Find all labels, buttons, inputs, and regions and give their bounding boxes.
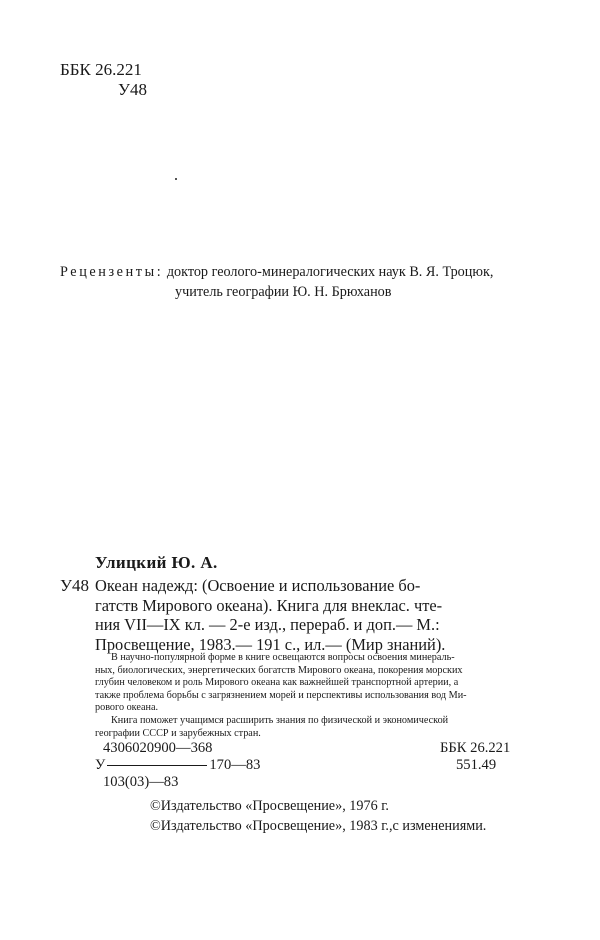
reviewer-1: доктор геолого-минералогических наук В. Я. Троцюк, bbox=[166, 264, 494, 280]
index-line-1: 4306020900—368 bbox=[103, 740, 213, 756]
annotation-line: В научно-популярной форме в книге освещаются вопросы освоения минераль- bbox=[111, 652, 455, 663]
author-name: Улицкий Ю. А. bbox=[95, 553, 218, 572]
description-line: гатств Мирового океана). Книга для внеклас. чте- bbox=[95, 595, 443, 615]
bbk-catalog-code-1: ББК 26.221 bbox=[440, 740, 511, 756]
copyright-line-2: ©Издательство «Просвещение», 1983 г.,с изменениями. bbox=[150, 818, 487, 834]
description-line: Просвещение, 1983.— 191 с., ил.— (Мир знаний). bbox=[95, 634, 446, 654]
index-letter: У bbox=[95, 757, 106, 773]
reviewers-line-1 bbox=[60, 262, 493, 282]
index-line-2 bbox=[95, 757, 260, 774]
bbk-header bbox=[60, 60, 147, 100]
annotation-line: ных, биологических, энергетических богатств Мирового океана, покорения морских bbox=[95, 664, 463, 676]
copyright-block bbox=[150, 796, 486, 836]
copyright-line-1: ©Издательство «Просвещение», 1976 г. bbox=[150, 798, 389, 814]
annotation-line: рового океана. bbox=[95, 702, 159, 714]
reviewers-label: Рецензенты: bbox=[60, 264, 164, 280]
index-fraction-rule bbox=[107, 765, 207, 766]
udk-code: У48 bbox=[118, 80, 148, 99]
annotation-line: также проблема борьбы с загрязнением морей и перспективы использования вод Ми- bbox=[95, 689, 467, 701]
catalog-udk-code: У48 bbox=[60, 576, 90, 595]
bbk-catalog-code-2: 551.49 bbox=[456, 757, 497, 773]
reviewer-2: учитель географии Ю. Н. Брюханов bbox=[175, 284, 392, 300]
bibliographic-description bbox=[95, 576, 525, 654]
bbk-catalog-codes bbox=[440, 740, 510, 774]
annotation-line: географии СССР и зарубежных стран. bbox=[95, 727, 261, 739]
reviewers-block bbox=[60, 262, 493, 302]
annotation-line: Книга поможет учащимся расширить знания по физической и экономической bbox=[111, 714, 449, 726]
index-suffix: 170—83 bbox=[209, 757, 261, 773]
index-line-3: 103(03)—83 bbox=[103, 774, 179, 790]
annotation bbox=[95, 652, 525, 740]
decorative-dot bbox=[175, 178, 177, 180]
description-line: Океан надежд: (Освоение и использование бо- bbox=[95, 576, 421, 595]
description-line: ния VII—IX кл. — 2-е изд., перераб. и доп.— М.: bbox=[95, 615, 440, 634]
annotation-line: глубин человеком и роль Мирового океана как важнейшей транспортной артерии, а bbox=[95, 677, 459, 689]
catalog-index bbox=[95, 740, 260, 791]
bbk-code: ББК 26.221 bbox=[60, 60, 142, 79]
